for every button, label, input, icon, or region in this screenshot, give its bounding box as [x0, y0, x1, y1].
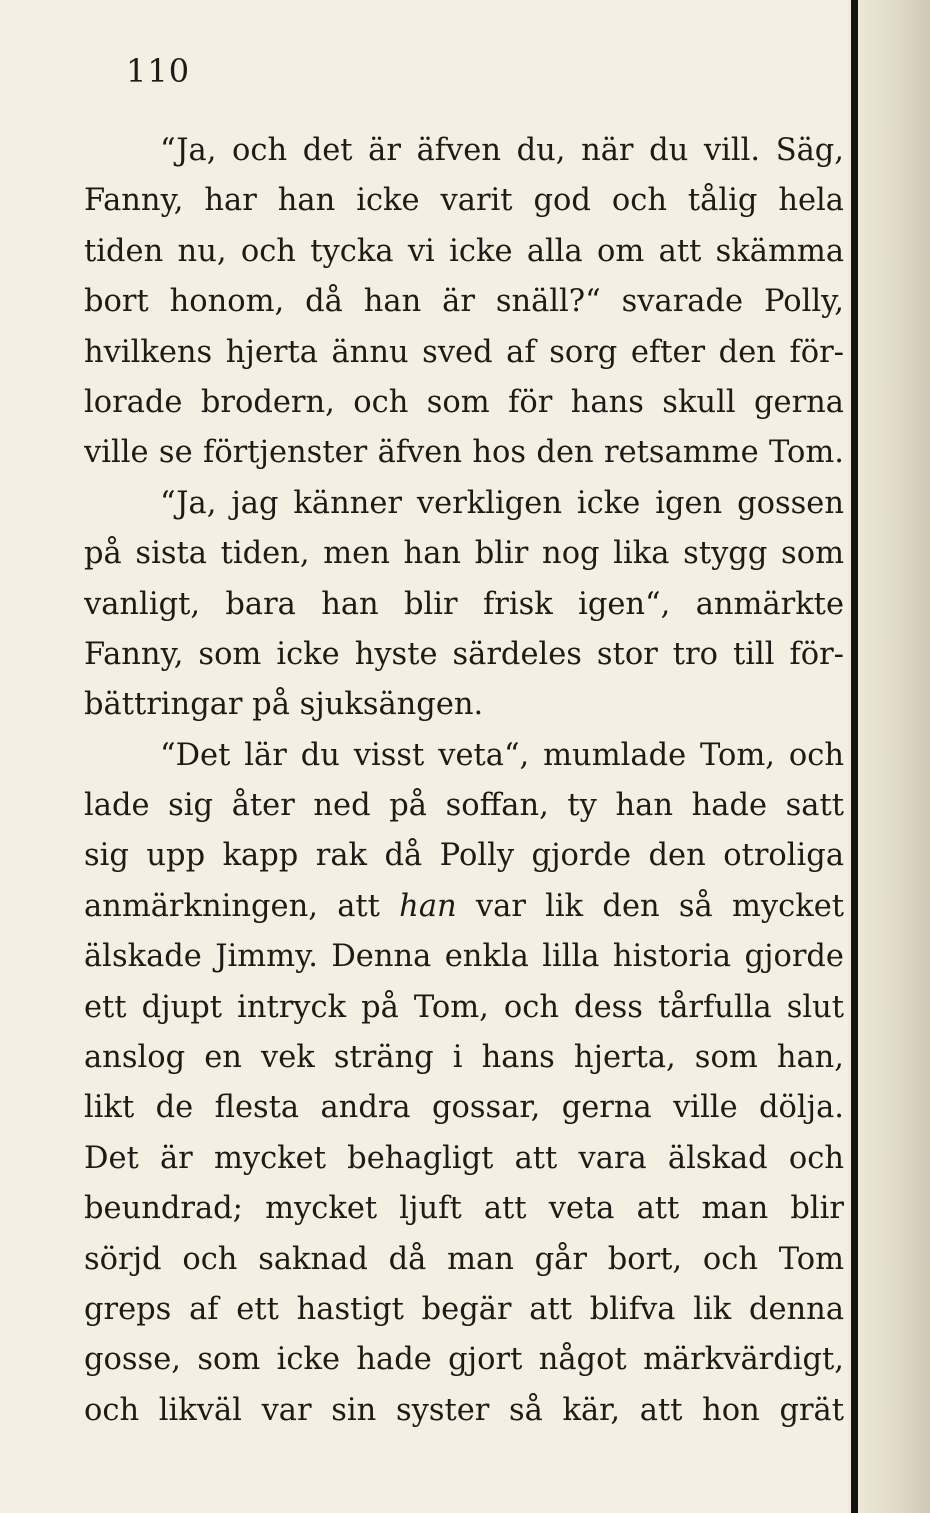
text-line: ett djupt intryck på Tom, och dess tårfulla slut — [84, 989, 844, 1025]
text-line: älskade Jimmy. Denna enkla lilla historia gjorde — [84, 939, 844, 975]
text-line: tiden nu, och tycka vi icke alla om att skämma — [84, 233, 844, 269]
text-line — [84, 882, 844, 932]
text-line: bort honom, då han är snäll?“ svarade Polly, — [84, 284, 844, 320]
text-line: ville se förtjenster äfven hos den retsamme Tom. — [84, 435, 844, 471]
text-line: Det är mycket behagligt att vara älskad och — [84, 1140, 844, 1176]
text-segment: var lik den så mycket — [475, 888, 844, 924]
text-line: likt de flesta andra gossar, gerna ville dölja. — [84, 1090, 844, 1126]
text-line: sig upp kapp rak då Polly gjorde den otroliga — [84, 838, 844, 874]
italic-word: han — [399, 888, 457, 924]
text-line: på sista tiden, men han blir nog lika stygg som — [84, 536, 844, 572]
text-line: greps af ett hastigt begär att blifva lik denna — [84, 1291, 844, 1327]
page-number: 110 — [126, 52, 191, 90]
book-spine-shadow — [848, 0, 930, 1513]
body-text — [84, 126, 844, 1436]
text-segment: anmärkningen, att — [84, 888, 380, 924]
text-line: “Ja, jag känner verkligen icke igen gossen — [160, 485, 844, 521]
text-line: sörjd och saknad då man går bort, och Tom — [84, 1241, 844, 1277]
text-line: hvilkens hjerta ännu sved af sorg efter den för- — [84, 334, 844, 370]
text-line: vanligt, bara han blir frisk igen“, anmärkte — [84, 586, 844, 622]
text-line: Fanny, har han icke varit god och tålig hela — [84, 183, 844, 219]
text-line: bättringar på sjuksängen. — [84, 687, 484, 723]
text-line: Fanny, som icke hyste särdeles stor tro till för- — [84, 636, 844, 672]
gutter-line — [851, 0, 858, 1513]
text-line: gosse, som icke hade gjort något märkvärdigt, — [84, 1342, 844, 1378]
text-line: lorade brodern, och som för hans skull gerna — [84, 384, 844, 420]
text-line: lade sig åter ned på soffan, ty han hade satt — [84, 788, 844, 824]
text-line: “Det lär du visst veta“, mumlade Tom, och — [160, 737, 844, 773]
text-line: beundrad; mycket ljuft att veta att man blir — [84, 1191, 844, 1227]
text-line: anslog en vek sträng i hans hjerta, som han, — [84, 1040, 844, 1076]
text-line: och likväl var sin syster så kär, att hon grät — [84, 1392, 844, 1428]
text-line: “Ja, och det är äfven du, när du vill. Säg, — [160, 133, 844, 168]
